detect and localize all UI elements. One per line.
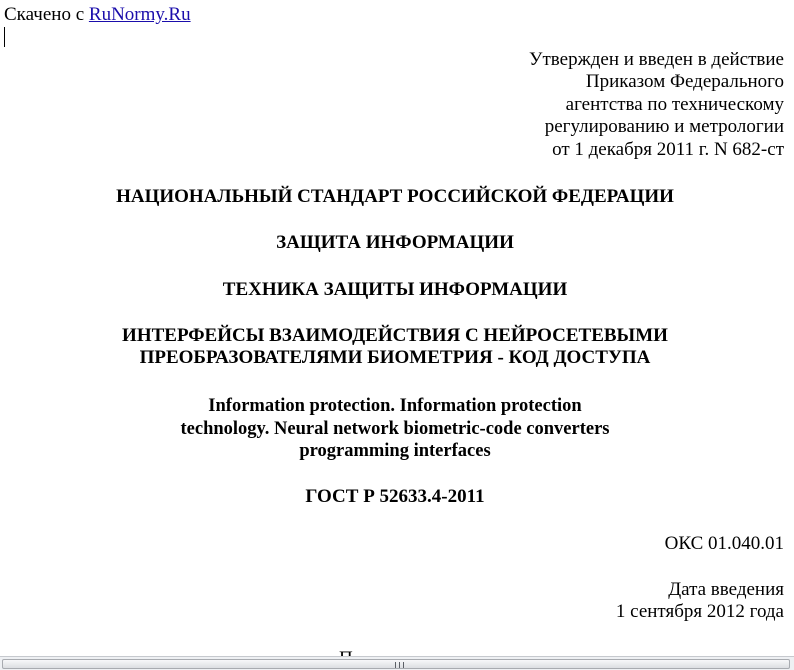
english-title xyxy=(0,395,790,463)
introduction-date-block xyxy=(616,579,784,624)
document-title-line: ПРЕОБРАЗОВАТЕЛЯМИ БИОМЕТРИЯ - КОД ДОСТУПА xyxy=(139,347,651,368)
approval-line: Приказом Федерального xyxy=(585,71,784,93)
text-caret xyxy=(4,27,5,47)
horizontal-scrollbar[interactable] xyxy=(0,656,794,670)
section-heading-protection: ЗАЩИТА ИНФОРМАЦИИ xyxy=(276,232,514,253)
document-title-line: ИНТЕРФЕЙСЫ ВЗАИМОДЕЙСТВИЯ С НЕЙРОСЕТЕВЫМИ xyxy=(122,325,668,346)
gost-number: ГОСТ Р 52633.4-2011 xyxy=(305,486,485,507)
approval-block xyxy=(529,49,784,161)
download-source-line xyxy=(4,4,191,26)
scrollbar-thumb[interactable] xyxy=(2,659,790,669)
english-title-line: programming interfaces xyxy=(299,441,491,461)
introduction-date-label: Дата введения xyxy=(668,579,784,600)
download-prefix: Скачено с xyxy=(4,4,85,25)
approval-line: от 1 декабря 2011 г. N 682-ст xyxy=(552,138,784,160)
approval-line: агентства по техническому xyxy=(565,93,784,115)
scrollbar-grip-icon xyxy=(395,662,404,668)
introduction-date-value: 1 сентября 2012 года xyxy=(615,601,784,623)
document-title xyxy=(0,325,790,369)
english-title-line: Information protection. Information protection xyxy=(208,396,582,416)
section-heading-technique: ТЕХНИКА ЗАЩИТЫ ИНФОРМАЦИИ xyxy=(222,279,568,300)
approval-line: регулированию и метрологии xyxy=(544,116,784,138)
national-standard-heading: НАЦИОНАЛЬНЫЙ СТАНДАРТ РОССИЙСКОЙ ФЕДЕРАЦИИ xyxy=(116,186,674,207)
approval-line: Утвержден и введен в действие xyxy=(529,49,784,70)
oks-code: ОКС 01.040.01 xyxy=(664,533,784,554)
source-link[interactable]: RuNormy.Ru xyxy=(88,4,191,25)
english-title-line: technology. Neural network biometric-code converters xyxy=(180,418,610,439)
